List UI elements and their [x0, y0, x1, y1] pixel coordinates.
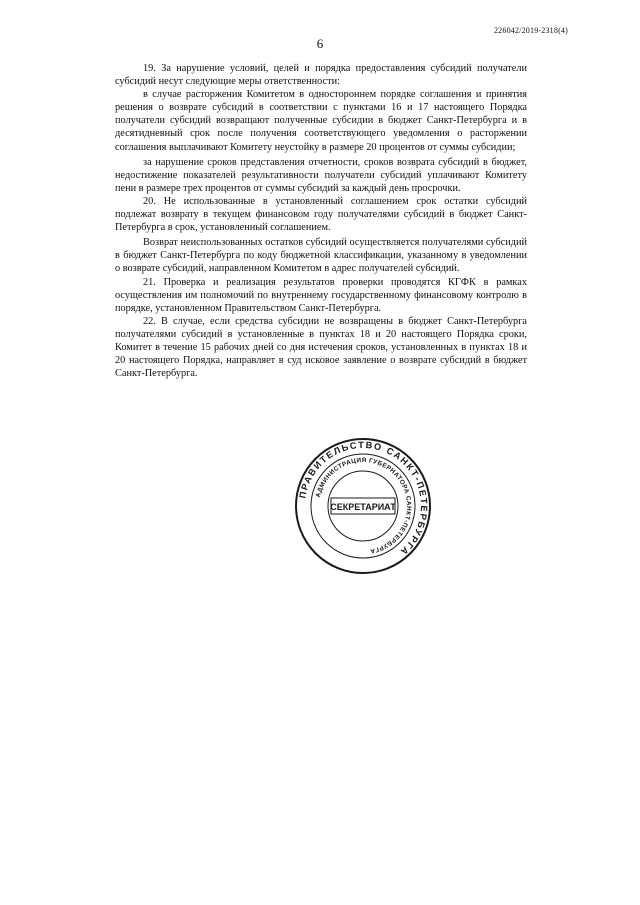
- paragraph-19: 19. За нарушение условий, целей и порядка предоставления субсидий получатели субсидий несут следующие меры ответственности:: [115, 63, 527, 88]
- paragraph-21: 21. Проверка и реализация результатов проверки проводятся КГФК в рамках осуществления им полномочий по внутреннему государственному финансовому контролю в порядке, установленном Правительством Санкт-Петербурга.: [115, 276, 527, 314]
- paragraph-19-item-1: в случае расторжения Комитетом в одностороннем порядке соглашения и принятия решения о возврате субсидий в соответствии с пунктами 16 и 17 настоящего Порядка получатели субсидий возвращают полученные субсидии в бюджет Санкт-Петербурга и в десятидневный срок после получения соответствующего уведомления о расторжении соглашения выплачивают Комитету неустойку в размере 20 процентов от суммы субсидии;: [115, 89, 527, 153]
- stamp-center-text: СЕКРЕТАРИАТ: [330, 502, 396, 512]
- document-body: [115, 62, 527, 380]
- paragraph-20: 20. Не использованные в установленный соглашением срок остатки субсидий подлежат возврату в текущем финансовом году получателями субсидий в бюджет Санкт-Петербурга в срок, установленный соглашением.: [115, 195, 527, 234]
- page-number: 6: [316, 36, 324, 51]
- stamp-outer-text: ПРАВИТЕЛЬСТВО САНКТ-ПЕТЕРБУРГА: [297, 439, 430, 558]
- stamp-inner-text: АДМИНИСТРАЦИЯ ГУБЕРНАТОРА САНКТ-ПЕТЕРБУРГА: [314, 456, 413, 555]
- paragraph-19-item-2: за нарушение сроков представления отчетности, сроков возврата субсидий в бюджет, недостижение показателей результативности получатели субсидий уплачивают Комитету пени в размере трех процентов от суммы субсидий за каждый день просрочки.: [115, 156, 527, 194]
- official-seal-stamp: [293, 436, 433, 576]
- document-id: 226042/2019-2318(4): [493, 26, 568, 35]
- paragraph-22: 22. В случае, если средства субсидии не возвращены в бюджет Санкт-Петербурга получателями субсидий в установленные в пунктах 18 и 20 настоящего Порядка сроки, Комитет в течение 15 рабочих дней со дня истечения сроков, установленных в пунктах 18 и 20 настоящего Порядка, направляет в суд исковое заявление о возврате субсидий в бюджет Санкт-Петербурга.: [115, 315, 527, 380]
- paragraph-20-return: Возврат неиспользованных остатков субсидий осуществляется получателями субсидий в бюджет Санкт-Петербурга по коду бюджетной классификации, указанному в уведомлении о возврате субсидий, направленном Комитетом в адрес получателей субсидий.: [115, 237, 527, 275]
